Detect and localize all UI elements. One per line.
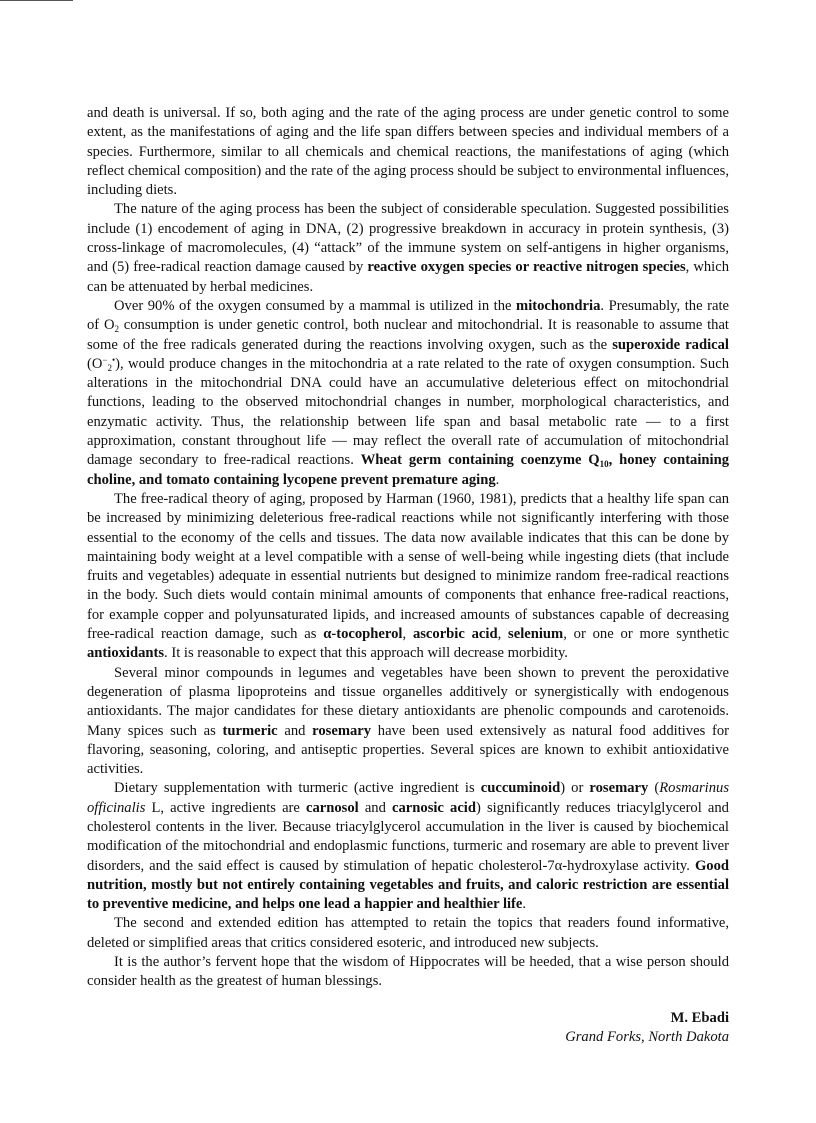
text-run: The nature of the aging process has been the subject of considerable speculation. Suggested possibilities include (1) encodement of aging in DNA, (2) progressive breakdown in accuracy in protein synthesis, (3) cross-linkage of macromolecules, (4) “attack” of the immune system on self-antigens in higher organisms, and (5) free-radical reaction damage caused by — [87, 201, 729, 276]
text-run: ), would produce changes in the mitochondria at a rate related to the rate of oxygen consumption. Such alterations in the mitochondrial DNA could have an accumulative deleterious effect on mitochondrial functions, leading to the observed mitochondrial changes in number, morphological characteristics, and enzymatic activity. Thus, the relationship between life span and basal metabolic rate — to a first approximation, constant throughout life — may reflect the overall rate of accumulation of mitochondrial damage secondary to free-radical reactions. — [87, 355, 729, 469]
bold-term: rosemary — [589, 780, 649, 797]
text-run: and — [277, 722, 313, 739]
text-run: , which can be attenuated by herbal medicines. — [87, 259, 729, 295]
text-run: Several minor compounds in legumes and vegetables have been shown to prevent the peroxidative degeneration of plasma lipoproteins and tissue organelles additively or synergistically with endogenous antioxidants. The major candidates for these dietary antioxidants are phenolic compounds and carotenoids. Many spices such as — [87, 664, 729, 739]
text-run: L, active ingredients are — [145, 799, 307, 816]
author-name: M. Ebadi — [670, 1009, 729, 1026]
text-run: and — [358, 799, 393, 816]
text-run: ) or — [560, 780, 590, 797]
bold-term: superoxide radical — [612, 336, 729, 353]
subscript: 2 — [114, 324, 119, 335]
text-run: , — [402, 626, 413, 643]
bold-term: reactive oxygen species or reactive nitrogen species — [367, 259, 686, 276]
paragraph-1: and death is universal. If so, both aging and the rate of the aging process are under genetic control to some extent, as the manifestations of aging and the life span differs between species and individual members of a species. Furthermore, similar to all chemicals and chemical reactions, the manifestations of aging (which reflect chemical composition) and the rate of the aging process should be subject to environmental influences, including diets. — [87, 105, 729, 199]
text-run: have been used extensively as natural food additives for flavoring, seasoning, coloring, and antiseptic properties. Several spices are known to exhibit antioxidative activities. — [87, 722, 730, 778]
signature-block — [87, 1009, 729, 1048]
text-run: consumption is under genetic control, both nuclear and mitochondrial. It is reasonable to assume that some of the free radicals generated during the reactions involving oxygen, such as the — [87, 317, 729, 353]
bold-term: cuccuminoid — [480, 780, 561, 797]
paragraph-5 — [87, 664, 729, 780]
bold-term: selenium — [508, 626, 564, 643]
paragraph-4 — [87, 490, 729, 664]
text-run: . — [495, 471, 500, 488]
bold-term: Wheat germ containing coenzyme Q — [360, 452, 600, 469]
text-run: Over 90% of the oxygen consumed by a mammal is utilized in the — [114, 297, 517, 314]
text-run: Dietary supplementation with turmeric (active ingredient is — [114, 780, 481, 797]
text-run: . Presumably, the rate of O — [87, 297, 729, 334]
bold-term: α-tocopherol — [323, 626, 403, 643]
subscript: 10 — [599, 459, 609, 470]
text-run: ( — [648, 780, 660, 797]
bold-term: carnosic acid — [392, 799, 476, 816]
bold-term: turmeric — [222, 722, 278, 739]
bold-term: antioxidants — [87, 645, 165, 662]
preface-text — [87, 104, 729, 1047]
bold-term: carnosol — [306, 799, 359, 816]
superscript: − — [102, 354, 108, 365]
author-location: Grand Forks, North Dakota — [565, 1028, 729, 1045]
italic-term: Rosmarinus officinalis — [87, 780, 729, 816]
text-run: The free-radical theory of aging, proposed by Harman (1960, 1981), predicts that a healthy life span can be increased by minimizing deleterious free-radical reactions while not significantly interfering with those essential to the economy of the cells and tissues. The data now available indicates that this can be done by maintaining body weight at a level compatible with a sense of well-being while ingesting diets (that include fruits and vegetables) adequate in essential nutrients but designed to minimize random free-radical reactions in the body. Such diets would contain minimal amounts of components that enhance free-radical reactions, for example copper and polyunsaturated lipids, and increased amounts of substances capable of decreasing free-radical reaction damage, such as — [87, 490, 729, 643]
text-run: (O — [87, 355, 103, 372]
superscript: • — [111, 354, 116, 365]
paragraph-6 — [87, 779, 729, 914]
paragraph-2 — [87, 200, 729, 296]
text-run: . It is reasonable to expect that this approach will decrease morbidity. — [164, 645, 568, 662]
paragraph-7: The second and extended edition has attempted to retain the topics that readers found informative, deleted or simplified areas that critics considered esoteric, and introduced new subjects. — [87, 915, 729, 951]
bold-term: Good nutrition, mostly but not entirely containing vegetables and fruits, and caloric restriction are essential to preventive medicine, and helps one lead a happier and healthier life — [87, 857, 729, 913]
subscript: 2 — [107, 362, 112, 373]
bold-term: mitochondria — [516, 297, 601, 314]
bold-term: rosemary — [312, 722, 372, 739]
text-run: , or one or more synthetic — [563, 626, 729, 643]
text-run: , — [497, 626, 509, 643]
bold-term: , honey containing choline, and tomato containing lycopene prevent premature aging — [87, 452, 729, 488]
paragraph-8: It is the author’s fervent hope that the wisdom of Hippocrates will be heeded, that a wise person should consider health as the greatest of human blessings. — [87, 954, 729, 990]
text-run: . — [522, 896, 527, 913]
bold-term: ascorbic acid — [412, 626, 498, 643]
paragraph-3 — [87, 297, 729, 490]
text-run: ) significantly reduces triacylglycerol and cholesterol contents in the liver. Because triacylglycerol accumulation in the liver is caused by biochemical modification of the mitochondrial and endoplasmic functions, turmeric and rosemary are able to prevent liver disorders, and the said effect is caused by stimulation of hepatic cholesterol-7α-hydroxylase activity. — [87, 799, 729, 874]
corner-rule — [0, 0, 73, 1]
